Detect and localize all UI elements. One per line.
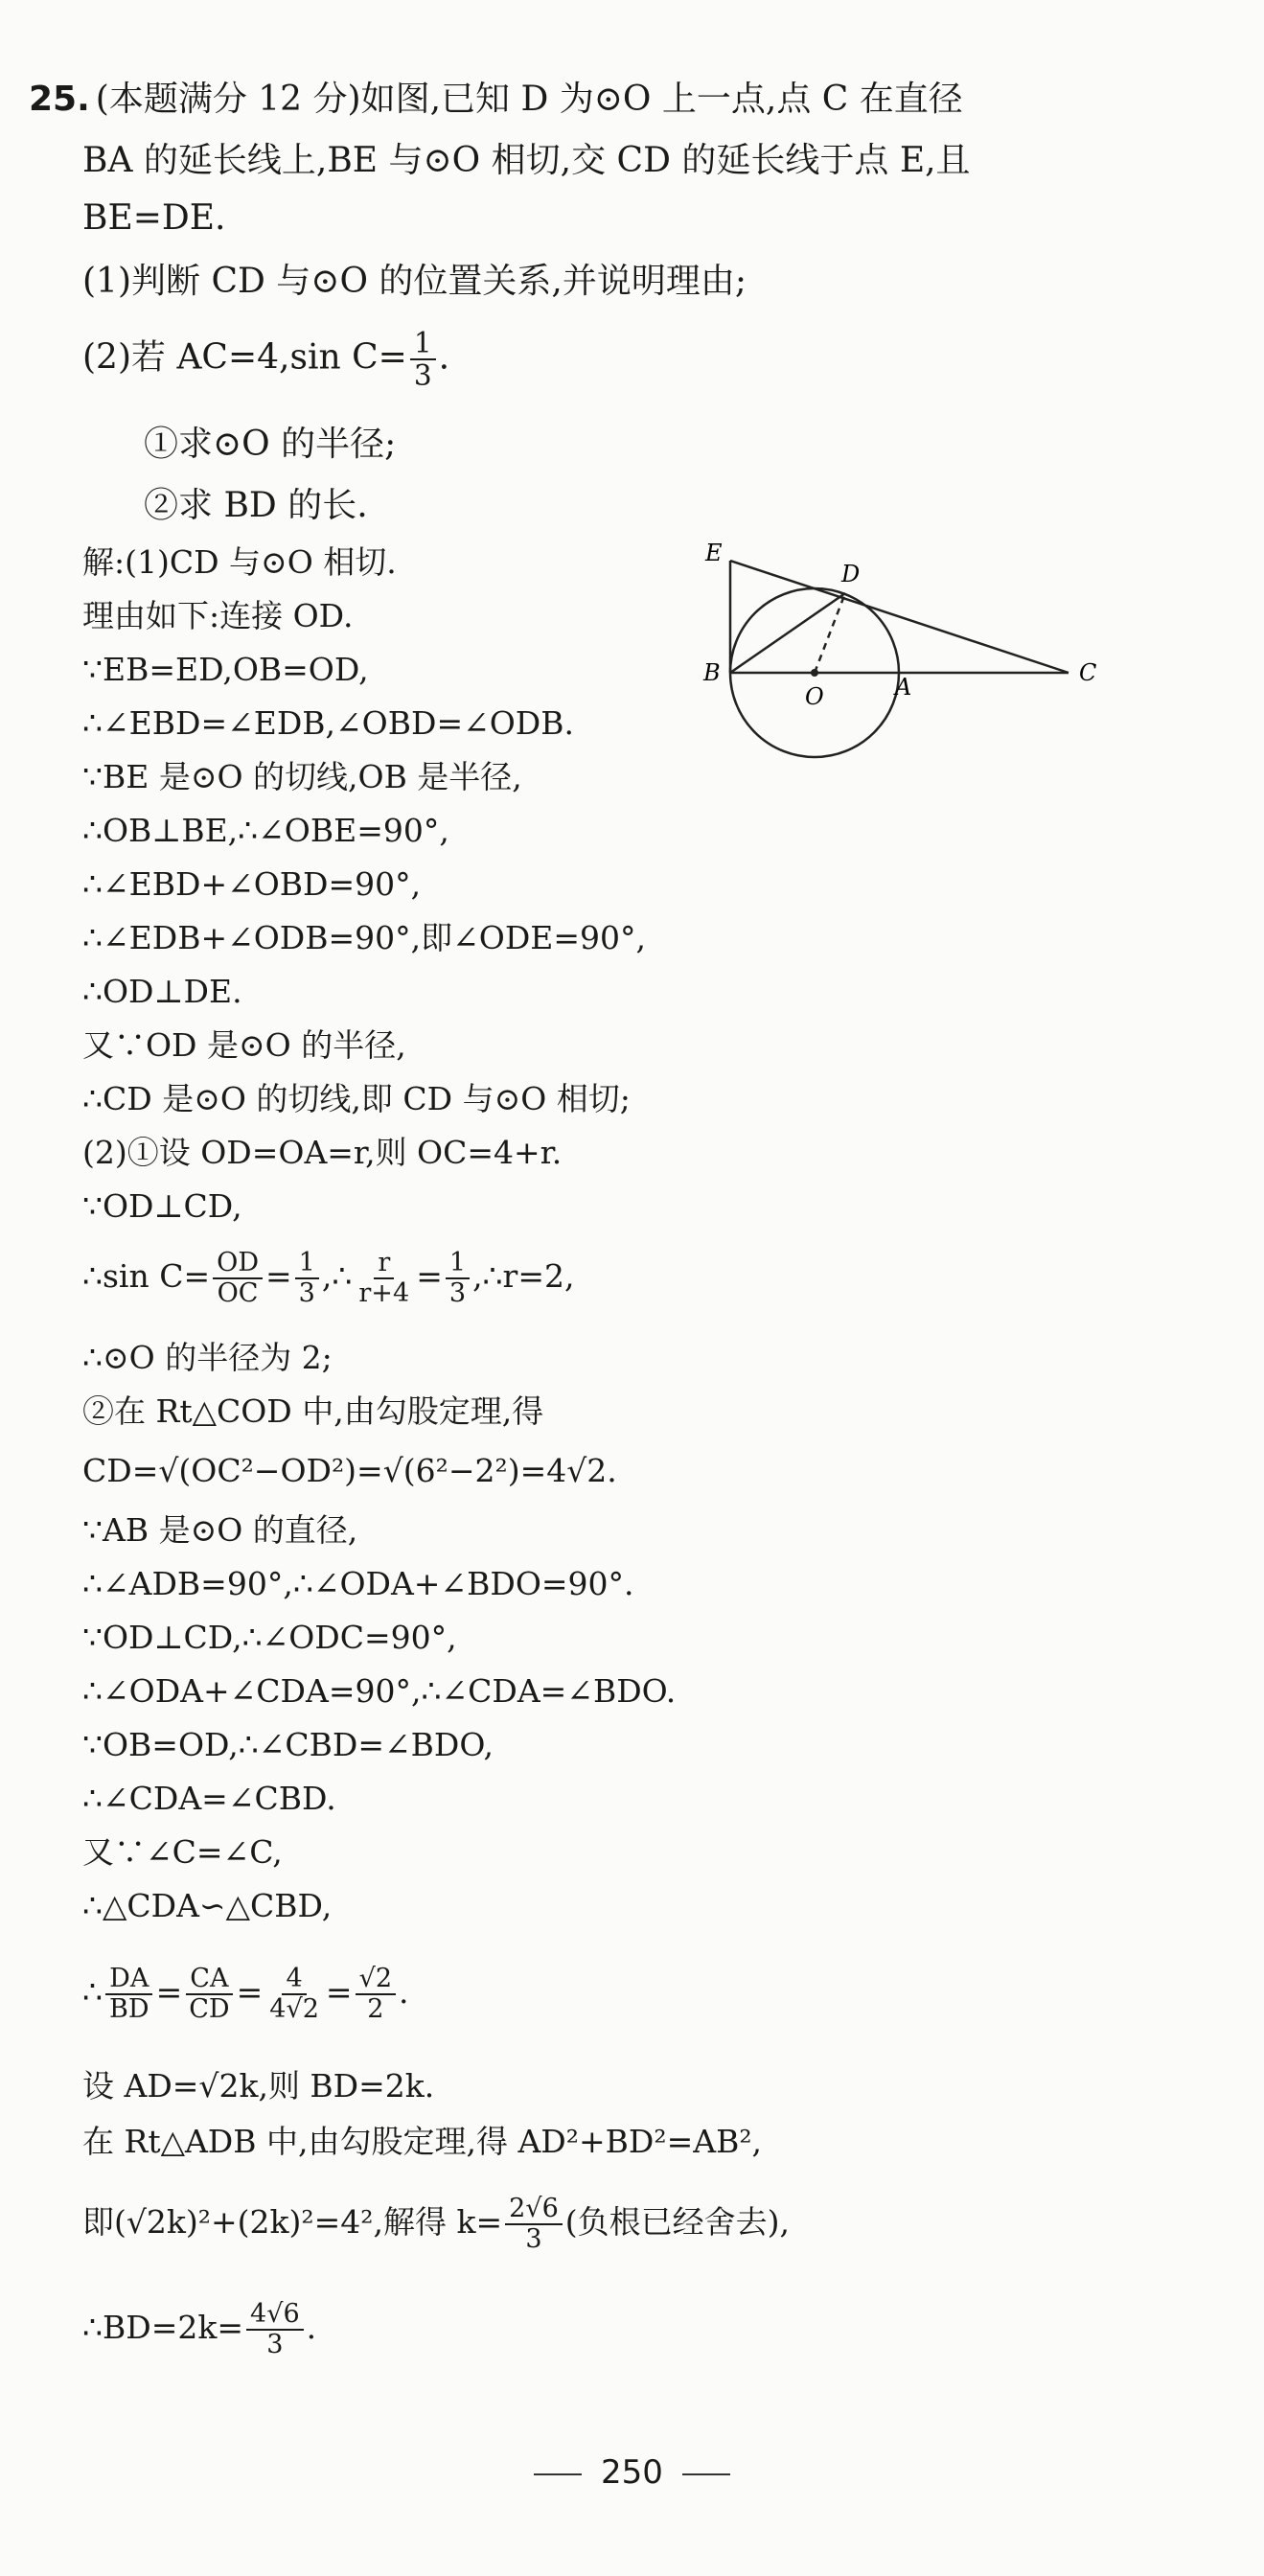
footer-dash-left xyxy=(534,2473,582,2475)
segment-bd xyxy=(730,593,845,673)
solution-line-8: ∴∠EDB+∠ODB=90°,即∠ODE=90°, xyxy=(82,919,647,956)
equals-sign: = xyxy=(325,1972,353,2011)
fraction-root2-over-2 xyxy=(356,1965,396,2024)
fraction-denominator: 3 xyxy=(266,2329,284,2359)
equals-sign: = xyxy=(265,1256,292,1295)
equation-text: 即(√2k)²+(2k)²=4²,解得 k= xyxy=(82,2202,503,2241)
sin-c-label: ∴sin C= xyxy=(82,1256,211,1295)
negative-root-note: (负根已经舍去), xyxy=(564,2202,791,2241)
fraction-r-over-r4 xyxy=(355,1249,413,1308)
fraction-k-value xyxy=(505,2195,563,2254)
fraction-one-third xyxy=(295,1249,319,1308)
question-2-part-2: ②求 BD 的长. xyxy=(144,486,368,525)
question-2 xyxy=(82,328,449,392)
equals-sign: = xyxy=(236,1972,264,2011)
segment-ec xyxy=(730,561,1069,673)
solution-line-26 xyxy=(82,1965,409,2024)
problem-text-1: (本题满分 12 分)如图,已知 D 为⊙O 上一点,点 C 在直径 xyxy=(95,80,963,119)
fraction-ca-cd xyxy=(185,1965,233,2024)
solution-line-18: ∵AB 是⊙O 的直径, xyxy=(82,1511,358,1549)
fraction-denominator: 4√2 xyxy=(269,1993,319,2024)
fraction-denominator: 3 xyxy=(413,359,432,393)
solution-line-2: 理由如下:连接 OD. xyxy=(82,597,354,634)
center-point xyxy=(811,669,818,677)
solution-line-14 xyxy=(82,1249,574,1308)
fraction-4-over-4root2 xyxy=(265,1965,323,2024)
solution-line-12: (2)①设 OD=OA=r,则 OC=4+r. xyxy=(82,1134,563,1171)
label-c: C xyxy=(1079,659,1097,686)
solution-line-3: ∵EB=ED,OB=OD, xyxy=(82,651,369,688)
footer-dash-right xyxy=(682,2473,730,2475)
geometry-figure xyxy=(690,532,1112,771)
fraction-numerator: √2 xyxy=(356,1965,396,1995)
question-2-suffix: . xyxy=(438,337,450,378)
fraction-denominator: CD xyxy=(189,1993,230,2024)
solution-line-11: ∴CD 是⊙O 的切线,即 CD 与⊙O 相切; xyxy=(82,1080,631,1117)
problem-line-2: BA 的延长线上,BE 与⊙O 相切,交 CD 的延长线于点 E,且 xyxy=(82,141,971,180)
label-e: E xyxy=(705,540,723,566)
fraction-numerator: DA xyxy=(105,1965,152,1995)
solution-line-7: ∴∠EBD+∠OBD=90°, xyxy=(82,865,422,903)
fraction-numerator: 4√6 xyxy=(246,2300,304,2331)
solution-line-28: 在 Rt△ADB 中,由勾股定理,得 AD²+BD²=AB², xyxy=(82,2123,763,2160)
solution-line-5: ∵BE 是⊙O 的切线,OB 是半径, xyxy=(82,758,522,795)
solution-line-22: ∵OB=OD,∴∠CBD=∠BDO, xyxy=(82,1726,494,1763)
fraction-denominator: OC xyxy=(217,1277,259,1308)
solution-line-21: ∴∠ODA+∠CDA=90°,∴∠CDA=∠BDO. xyxy=(82,1672,677,1710)
question-2-part-1: ①求⊙O 的半径; xyxy=(144,425,397,464)
solution-line-16: ②在 Rt△COD 中,由勾股定理,得 xyxy=(82,1392,544,1430)
label-d: D xyxy=(841,561,861,587)
fraction-numerator: CA xyxy=(186,1965,232,1995)
solution-line-20: ∵OD⊥CD,∴∠ODC=90°, xyxy=(82,1619,457,1656)
fraction-denominator: 3 xyxy=(525,2223,542,2254)
solution-line-29 xyxy=(82,2195,790,2254)
fraction-numerator: 2√6 xyxy=(505,2195,563,2225)
therefore-text: ,∴ xyxy=(321,1256,353,1295)
solution-line-1: 解:(1)CD 与⊙O 相切. xyxy=(82,543,397,581)
page-number: 250 xyxy=(601,2453,663,2492)
fraction-numerator: 1 xyxy=(410,328,436,360)
therefore-symbol: ∴ xyxy=(82,1972,103,2011)
fraction-numerator: r xyxy=(374,1249,394,1279)
solution-line-25: ∴△CDA∽△CBD, xyxy=(82,1887,333,1924)
fraction-numerator: 4 xyxy=(282,1965,306,1995)
period: . xyxy=(399,1972,409,2011)
solution-line-10: 又∵OD 是⊙O 的半径, xyxy=(82,1026,406,1064)
fraction-numerator: 1 xyxy=(295,1249,319,1279)
equals-sign: = xyxy=(155,1972,183,2011)
period: . xyxy=(306,2308,317,2346)
fraction-od-oc xyxy=(213,1249,263,1308)
fraction-bd-value xyxy=(246,2300,304,2359)
bd-result-text: ∴BD=2k= xyxy=(82,2308,243,2346)
fraction-denominator: 2 xyxy=(367,1993,384,2024)
problem-number: 25. xyxy=(29,80,90,119)
solution-line-15: ∴⊙O 的半径为 2; xyxy=(82,1339,333,1376)
fraction-denominator: r+4 xyxy=(358,1277,410,1308)
solution-line-17: CD=√(OC²−OD²)=√(6²−2²)=4√2. xyxy=(82,1452,617,1489)
fraction-numerator: OD xyxy=(213,1249,263,1279)
problem-line-1 xyxy=(29,79,963,121)
label-a: A xyxy=(895,674,912,701)
question-2-fraction xyxy=(410,328,436,392)
fraction-denominator: 3 xyxy=(298,1277,315,1308)
fraction-numerator: 1 xyxy=(446,1249,470,1279)
label-b: B xyxy=(703,659,721,686)
fraction-denominator: 3 xyxy=(448,1277,467,1308)
fraction-one-third-2 xyxy=(446,1249,470,1308)
problem-line-3: BE=DE. xyxy=(82,198,226,238)
solution-line-19: ∴∠ADB=90°,∴∠ODA+∠BDO=90°. xyxy=(82,1565,634,1602)
solution-line-27: 设 AD=√2k,则 BD=2k. xyxy=(82,2067,435,2104)
solution-line-13: ∵OD⊥CD, xyxy=(82,1187,242,1225)
fraction-da-bd xyxy=(105,1965,153,2024)
solution-line-4: ∴∠EBD=∠EDB,∠OBD=∠ODB. xyxy=(82,704,574,742)
solution-line-23: ∴∠CDA=∠CBD. xyxy=(82,1780,336,1817)
question-1: (1)判断 CD 与⊙O 的位置关系,并说明理由; xyxy=(82,262,747,301)
solution-line-24: 又∵∠C=∠C, xyxy=(82,1833,283,1871)
solution-line-6: ∴OB⊥BE,∴∠OBE=90°, xyxy=(82,812,449,849)
r-result: ,∴r=2, xyxy=(472,1256,575,1295)
equals-sign: = xyxy=(416,1256,443,1295)
solution-line-9: ∴OD⊥DE. xyxy=(82,973,242,1010)
fraction-denominator: BD xyxy=(109,1993,149,2024)
solution-line-30 xyxy=(82,2300,316,2359)
question-2-text: (2)若 AC=4,sin C= xyxy=(82,337,407,378)
label-o: O xyxy=(805,683,824,710)
page-footer xyxy=(0,2453,1264,2492)
